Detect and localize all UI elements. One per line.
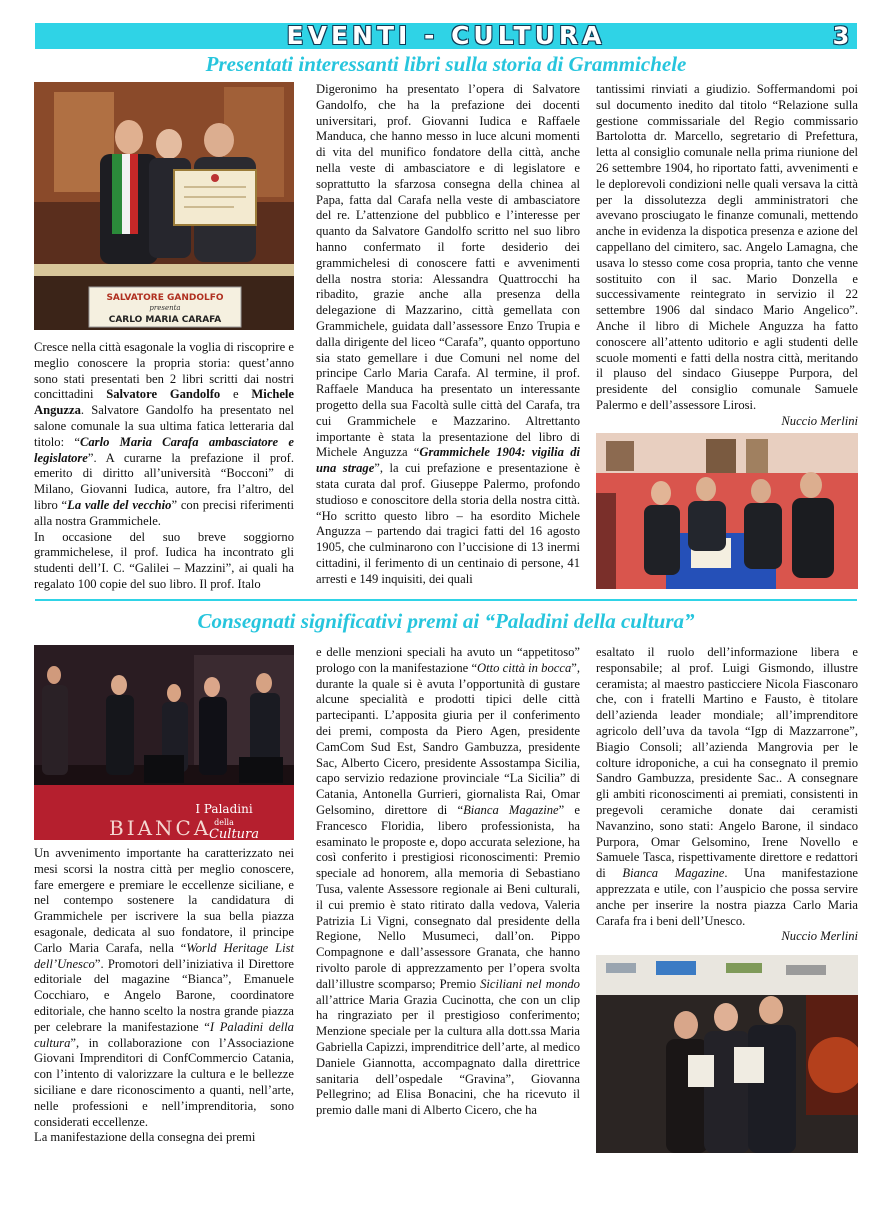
sign-line1: SALVATORE GANDOLFO (106, 293, 224, 303)
article2-headline: Consegnati significativi premi ai “Paladini della cultura” (197, 609, 695, 633)
page-number: 3 (832, 22, 850, 50)
banner-line2: della (214, 818, 234, 827)
article2-col1-para2: La manifestazione della consegna dei premi (34, 1130, 256, 1145)
article1-photo-panel (596, 433, 858, 589)
article1-column2 (316, 82, 580, 588)
article1-col1-para2: In occasione del suo breve soggiorno grammichelese, il prof. Iudica ha incontrato gli studenti dell’I. C. “Galilei – Mazzini”, ai quali ha regalato 100 copie del suo libro. Il prof. Italo (34, 529, 294, 591)
article1-signature: Nuccio Merlini (781, 413, 858, 428)
article2-col1-para1: Un avvenimento importante ha caratterizzato nei mesi scorsi la nostra città per meglio conoscere, fare emergere e premiare le eccellenze siciliane, e nel contempo sostenere la candidatura di Grammichele per iscrivere la sua bella piazza esagonale, dedicata al suo fondatore, il principe Carlo Maria Carafa, nella “World Heritage List dell’Unesco”. Promotori dell’iniziativa il Direttore editoriale del magazine “Bianca”, Emanuele Cocchiaro, e Angelo Barone, coordinatore editoriale, che hanno scelto la nostra grande piazza per celebrare la manifestazione “I Paladini della cultura”, in collaborazione con l’Associazione Giovani Imprenditori di ConfCommercio Catania, con l’intento di valorizzare la cultura e le bellezze siciliane e dare riconoscimento a quanti, nell’arte, nelle professioni e nell’imprenditoria, sono considerati eccellenze. (34, 846, 295, 1129)
section-divider (35, 599, 857, 601)
article2-column2 (316, 645, 580, 1119)
article1-col1-para1: Cresce nella città esagonale la voglia di riscoprire e meglio conoscere la propria storia: quest’anno sono stati presentati ben 2 libri scritti dai nostri concittadini Salvatore Gandolfo e Michele Anguzza. Salvatore Gandolfo ha presentato nel salone comunale la sua ultima fatica letteraria dal titolo: “Carlo Maria Carafa ambasciatore e legislatore”. A curarne la prefazione il prof. emerito di diritto all’università “Bocconi” di Milano, Giovanni Iudica, autore, fra l’altro, del libro “La valle del vecchio” con precisi riferimenti alla nostra Grammichele. (34, 340, 295, 528)
section-title: EVENTI - CULTURA (286, 21, 606, 50)
article1-column3 (596, 82, 858, 430)
article1-col2-para1: Digeronimo ha presentato l’opera di Salvatore Gandolfo, che ha la prefazione dei docenti universitari, prof. Giovanni Iudica e Raffaele Manduca, che hanno messo in luce alcuni momenti di vita del munifico fondatore della città, anche nella veste di ambasciatore e di legislatore e soprattutto la sfarzosa consegna della chinea al Papa, fatta dal Carafa nella veste di ambasciatore del re. L’attenzione del pubblico e l’interesse per quanto da Salvatore Gandolfo scritto nel suo libro hanno confermato il forte desiderio dei grammichelesi di conoscere fatti e avvenimenti della nostra storia: Alessandra Quattrocchi ha ribadito, grazie anche alla presenza della delegazione di Mazzarino, città gemellata con Grammichele, guidata dall’assessore Enzo Trupia e dalla dirigente del liceo “Carafa”, quanto opportuno sia stato gemellare i due Comuni nel nome del principe Carlo Maria Carafa. Al termine, il prof. Raffaele Manduca ha presentato un interessante progetto della sua Facoltà sulle città del Carafa, tra cui Grammichele e Mazzarino. Altrettanto importante è stata la presentazione del libro di Michele Anguzza “Grammichele 1904: vigilia di una strage”, la cui prefazione e presentazione è stata curata dal prof. Giuseppe Palermo, profondo studioso e conoscitore della storia della nostra città. “Ho scritto questo libro – ha esordito Michele Anguzza – partendo dai tragici fatti del 16 agosto 1905, che culminarono con l’uccisione di 13 inermi cittadini, il ferimento di un centinaio di persone, 41 arresti e 149 inquisiti, dei quali (316, 82, 580, 586)
banner-line3: Cultura (208, 827, 260, 840)
article2-column3 (596, 645, 858, 945)
article1-photo-presentation (34, 82, 294, 330)
article2-column1 (34, 846, 294, 1146)
article2-photo-stage (34, 645, 294, 840)
article2-signature: Nuccio Merlini (781, 929, 858, 944)
article2-col3-para1: esaltato il ruolo dell’informazione libera e responsabile; al prof. Luigi Gismondo, illustre ceramista; al maestro pasticciere Nicola Fiasconaro che, con i fratelli Martino e Fausto, è titolare dell’azienda leader mondiale; all’imprenditore agricolo dell’uva da tavola “Igp di Mazzarrone”, Biagio Consoli; all’azienda Mangrovia per le colture idroponiche, a cui ha consegnato il premio Sandro Gambuzza, presidente Sac.. A consegnare gli ambiti riconoscimenti ai premiati, consistenti in pregevoli ceramiche donate dai ceramisti Navanzino, sono stati: Angelo Barone, il sindaco Purpora, Omar Gelsomino, Irene Novello e Samuele Tasca, rispettivamente direttore e redattori di Bianca Magazine. Una manifestazione apprezzata e utile, con l’auspicio che possa servire anche per inserire la nostra piazza Carlo Maria Carafa fra i beni dell’Unesco. (596, 645, 858, 928)
sign-line3: CARLO MARIA CARAFA (108, 315, 222, 325)
article2-col2-para1: e delle menzioni speciali ha avuto un “appetitoso” prologo con la manifestazione “Otto città in bocca”, durante la quale si è avuta l’opportunità di gustare alcune specialità e prodotti tipici delle città partecipanti. L’apposita giuria per il conferimento dei premi, composta da Piero Agen, presidente CamCom Sud Est, Sandro Gambuzza, presidente Sac, Alberto Cicero, presidente Assostampa Sicilia, capo servizio redazione provinciale “La Sicilia” di Catania, Antonella Gurrieri, giornalista Rai, Omar Gelsomino, direttore di “Bianca Magazine” e Francesco Floridia, libero professionista, ha esaminato le proposte e, dopo accurata selezione, ha così conferito i prestigiosi riconoscimenti: Premio speciale ad honorem, alla memoria di Sebastiano Tusa, valente Assessore regionale ai Beni culturali, il cui premio è stato ritirato dalla vedova, Valeria Patrizia Li Vigni, consegnato dal presidente della Regione, Nello Musumeci, dall’on. Pippo Compagnone e dall’assessore Granata, che hanno rivolto parole di apprezzamento per l’opera svolta dall’illustre scomparso; Premio Siciliani nel mondo all’attrice Maria Grazia Cucinotta, che con un clip ha ringraziato per il prestigioso conferimento; Menzione speciale per la cultura alla dott.ssa Maria Gabriella Capizzi, imprenditrice dell’arte, al medico Daniele Giannotta, accompagnato dalla direttrice sanitaria dell’ospedale “Gravina”, Giovanna Pellegrino; ad Elisa Bonacini, che ha ricevuto il premio dalle mani di Alberto Cicero, che ha (316, 645, 580, 1118)
article1-col3-para1: tantissimi rinviati a giudizio. Soffermandomi poi sul documento inedito dal titolo “Relazione sulla gestione commissariale del Regio commissario Bartolotta dr. Marcello, segretario di Prefettura, letta al consiglio comunale nella prima riunione del 26 settembre 1904, ho riportato fatti, avvenimenti e le deplorevoli condizioni nelle quali versava la città per la dissolutezza degli amministratori che avevano prosciugato le finanze comunali, mettendo anche in evidenza la dispotica presenza e azione del cappellano del cimitero, sac. Angelo Lamagna, che usava lo stesso come cosa propria, tanto che venne sostituito con il sac. Mario Donzella e successivamente reintegrato in servizio il 22 settembre 1906 dal sindaco Mario Angelico”. Anche il libro di Michele Anguzza ha fatto conoscere all’attento uditorio e agli studenti delle scuole momenti e fatti della nostra città, meritando il plauso del sindaco Giuseppe Purpora, del presidente del consiglio comunale Samuele Palermo e dell’assessore Lirosi. (596, 82, 858, 412)
sign-line2: presenta (149, 304, 181, 312)
article1-headline: Presentati interessanti libri sulla storia di Grammichele (205, 52, 687, 76)
article2-photo-award (596, 955, 858, 1153)
article1-column1 (34, 340, 294, 593)
banner-brand: BIANCA (109, 816, 212, 840)
banner-line1: I Paladini (195, 802, 253, 816)
